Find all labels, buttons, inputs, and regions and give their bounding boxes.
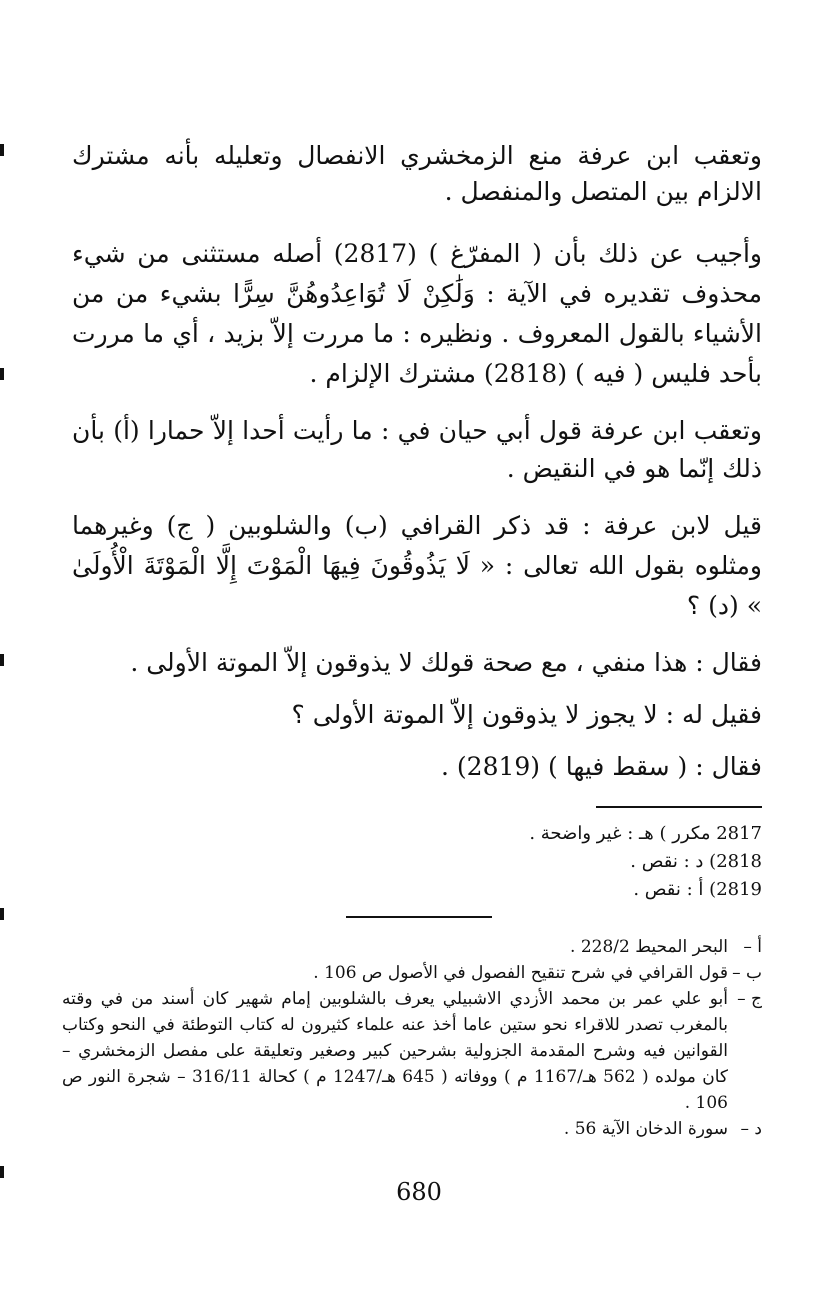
footnote <box>62 986 762 1116</box>
scan-edge-mark <box>0 144 4 156</box>
scan-edge-mark <box>0 908 4 920</box>
paragraph-3: وتعقب ابن عرفة قول أبي حيان في : ما رأيت أحدا إلاّ حمارا (أ) بأن ذلك إنّما هو في النقيض . <box>72 416 762 483</box>
footnote-mark: أ – <box>743 937 762 957</box>
dialogue-line-3: فقال : ( سقط فيها ) (2819) . <box>441 752 762 781</box>
variant-note: 2818) د : نقص . <box>630 851 762 872</box>
footnote <box>62 934 762 960</box>
scan-edge-mark <box>0 1166 4 1178</box>
footnote-mark: د – <box>740 1119 762 1139</box>
paragraph-2: وأجيب عن ذلك بأن ( المفرّغ ) (2817) أصله مستثنى من شيء محذوف تقديره في الآية : وَلَٰكِنْ لَا تُوَاعِدُوهُنَّ سِرًّا بشيء من من الأشياء بالقول المعروف . ونظيره : ما مررت إلاّ بزيد ، أي ما مررت بأحد فليس ( فيه ) (2818) مشترك الإلزام . <box>72 239 762 388</box>
footnotes <box>62 934 762 1142</box>
footnote <box>62 1116 762 1142</box>
dialogue-line-1: فقال : هذا منفي ، مع صحة قولك لا يذوقون إلاّ الموتة الأولى . <box>130 648 762 677</box>
footnote-text: البحر المحيط 228/2 . <box>570 937 728 957</box>
paragraph-1: وتعقب ابن عرفة منع الزمخشري الانفصال وتعليله بأنه مشترك الالزام بين المتصل والمنفصل . <box>72 141 762 206</box>
scan-edge-mark <box>0 368 4 380</box>
paragraph-4: قيل لابن عرفة : قد ذكر القرافي (ب) والشلوبين ( ج) وغيرهما ومثلوه بقول الله تعالى : « لَا يَذُوقُونَ فِيهَا الْمَوْتَ إِلَّا الْمَوْتَةَ الْأُولَىٰ » (د) ؟ <box>72 511 762 620</box>
footnote-mark: ب – <box>732 963 762 983</box>
footnote-text: قول القرافي في شرح تنقيح الفصول في الأصول ص 106 . <box>313 963 728 983</box>
scan-edge-mark <box>0 654 4 666</box>
variant-notes <box>529 820 762 904</box>
footnote-mark: ج – <box>737 989 762 1009</box>
footnote-text: أبو علي عمر بن محمد الأزدي الاشبيلي يعرف بالشلوبين إمام شهير كان أسند من في وقته بالمغرب تصدر للاقراء نحو ستين عاما أخذ عنه علماء كثيرون له كتاب التوطئة في النحو وكتاب القوانين فيه وشرح المقدمة الجزولية بشرحين كبير وصغير وتعليقة على مفصل الزمخشري – كان مولده ( 562 هـ/1167 م ) ووفاته ( 645 هـ/1247 م ) كحالة 316/11 – شجرة النور ص 106 . <box>62 989 728 1113</box>
variant-note: 2819) أ : نقص . <box>633 879 762 900</box>
footnote <box>62 960 762 986</box>
page-number: 680 <box>396 1178 442 1206</box>
variant-note: 2817 مكرر ) هـ : غير واضحة . <box>529 823 762 844</box>
variant-notes-divider <box>596 806 762 808</box>
footnotes-divider <box>346 916 492 918</box>
footnote-text: سورة الدخان الآية 56 . <box>563 1119 728 1139</box>
dialogue-line-2: فقيل له : لا يجوز لا يذوقون إلاّ الموتة الأولى ؟ <box>291 700 762 729</box>
